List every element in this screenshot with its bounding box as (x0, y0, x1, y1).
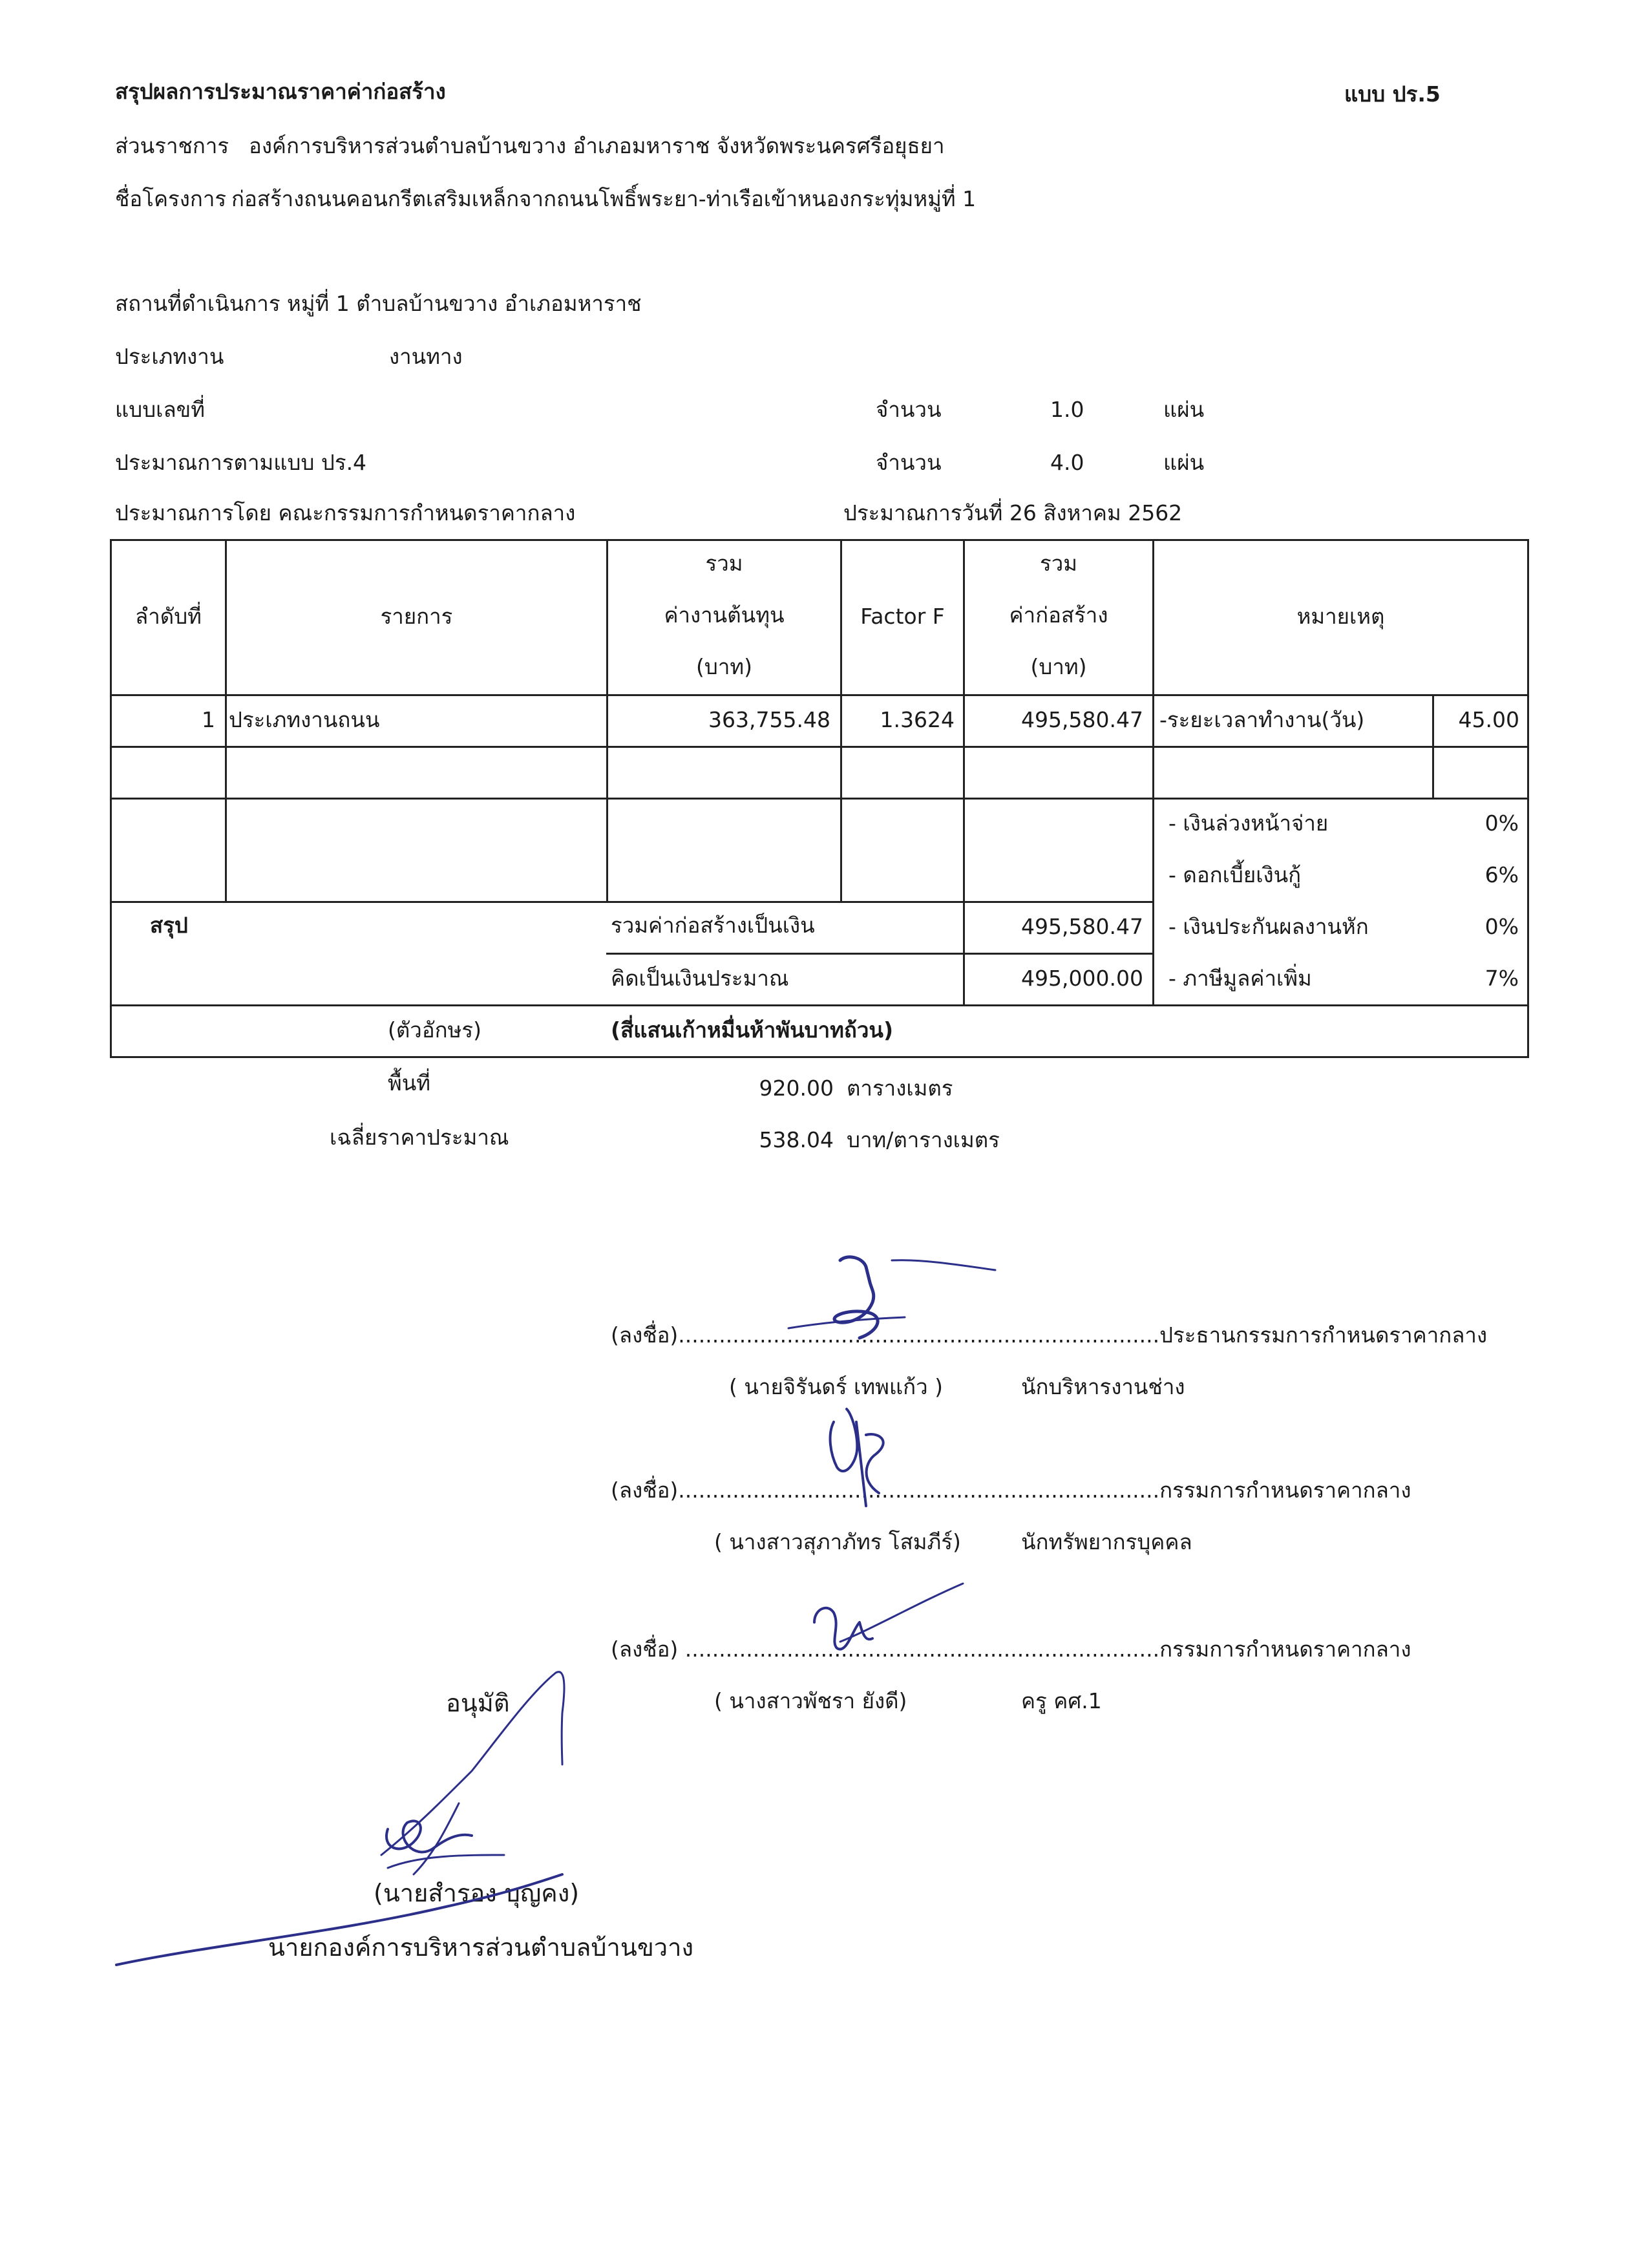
work-type-value: งานทาง (389, 344, 463, 369)
signature-line: (ลงชื่อ) ......................................................................กรรมการกำหนดราคากลาง (611, 1637, 1411, 1662)
approx-value: 495,000.00 (1021, 966, 1143, 991)
row-factor: 1.3624 (880, 707, 955, 732)
area-label: พื้นที่ (388, 1070, 431, 1096)
signer-name: ( นางสาวพัชรา ยังดี) (714, 1688, 907, 1713)
condition-value: 0% (1484, 914, 1519, 939)
approval-label: อนุมัติ (446, 1689, 510, 1717)
header-item: รายการ (380, 604, 453, 629)
document-title: สรุปผลการประมาณราคาค่าก่อสร้าง (115, 79, 446, 104)
estimate-qty-label: จำนวน (876, 450, 942, 475)
estimated-by: ประมาณการโดย คณะกรรมการกำหนดราคากลาง (115, 500, 576, 525)
condition-value: 7% (1484, 966, 1519, 991)
row-no: 1 (202, 707, 215, 732)
drawing-qty: 1.0 (1050, 397, 1084, 422)
header-cost-line3: (บาท) (696, 654, 752, 679)
approver-position: นายกองค์การบริหารส่วนตำบลบ้านขวาง (268, 1933, 694, 1962)
sum-label: รวมค่าก่อสร้างเป็นเงิน (611, 913, 815, 938)
condition-value: 6% (1484, 862, 1519, 887)
header-cost-line1: รวม (705, 551, 743, 576)
estimate-form-label: ประมาณการตามแบบ ปร.4 (115, 450, 367, 475)
approver-signature-icon (110, 1661, 601, 1978)
form-code: แบบ ปร.5 (1344, 81, 1441, 107)
estimate-qty: 4.0 (1050, 450, 1084, 475)
average-value: 538.04 (759, 1127, 834, 1152)
project-label: ชื่อโครงการ (115, 186, 227, 211)
area-value: 920.00 (759, 1076, 834, 1101)
signer-position: นักบริหารงานช่าง (1021, 1374, 1185, 1399)
condition-label: - ภาษีมูลค่าเพิ่ม (1168, 966, 1312, 991)
average-label: เฉลี่ยราคาประมาณ (330, 1125, 509, 1150)
approx-label: คิดเป็นเงินประมาณ (611, 966, 789, 991)
condition-label: - เงินประกันผลงานหัก (1168, 914, 1369, 939)
row-remark: -ระยะเวลาทำงาน(วัน) (1159, 707, 1365, 732)
header-total-line2: ค่าก่อสร้าง (1009, 602, 1108, 628)
agency-value: องค์การบริหารส่วนตำบลบ้านขวาง อำเภอมหาราช จังหวัดพระนครศรีอยุธยา (249, 133, 945, 158)
average-unit: บาท/ตารางเมตร (847, 1127, 1000, 1152)
in-words-value: (สี่แสนเก้าหมื่นห้าพันบาทถ้วน) (611, 1017, 894, 1043)
signer-position: นักทรัพยากรบุคคล (1021, 1529, 1192, 1554)
project-value: ก่อสร้างถนนคอนกรีตเสริมเหล็กจากถนนโพธิ์พระยา-ท่าเรือเข้าหนองกระทุ่มหมู่ที่ 1 (231, 186, 977, 211)
in-words-label: (ตัวอักษร) (388, 1017, 481, 1043)
condition-label: - เงินล่วงหน้าจ่าย (1168, 811, 1329, 836)
approver-name: (นายสำรอง บุญคง) (374, 1879, 580, 1907)
signer-position: ครู คศ.1 (1021, 1688, 1102, 1713)
row-remark-value: 45.00 (1458, 707, 1519, 732)
summary-label: สรุป (150, 913, 188, 938)
location: สถานที่ดำเนินการ หมู่ที่ 1 ตำบลบ้านขวาง อำเภอมหาราช (115, 291, 642, 316)
header-total-line1: รวม (1039, 551, 1077, 576)
drawing-no-label: แบบเลขที่ (115, 397, 205, 422)
estimate-date: ประมาณการวันที่ 26 สิงหาคม 2562 (843, 500, 1183, 525)
drawing-qty-label: จำนวน (876, 397, 942, 422)
signature-2-icon (808, 1396, 924, 1512)
header-total-line3: (บาท) (1030, 654, 1087, 679)
header-no: ลำดับที่ (135, 604, 202, 629)
header-remark: หมายเหตุ (1296, 604, 1385, 629)
row-cost: 363,755.48 (708, 707, 830, 732)
condition-label: - ดอกเบี้ยเงินกู้ (1168, 862, 1302, 887)
signer-name: ( นายจิรันดร์ เทพแก้ว ) (729, 1374, 943, 1399)
sum-value: 495,580.47 (1021, 914, 1143, 939)
signature-1-icon (776, 1241, 1008, 1357)
signature-3-icon (801, 1577, 969, 1668)
header-cost-line2: ค่างานต้นทุน (664, 602, 785, 628)
header-factor: Factor F (860, 604, 945, 629)
condition-value: 0% (1484, 811, 1519, 836)
signature-line: (ลงชื่อ).......................................................................ประธานกรรมการกำหนดราคากลาง (611, 1322, 1488, 1348)
signer-name: ( นางสาวสุภาภัทร โสมภีร์) (714, 1529, 961, 1554)
row-total: 495,580.47 (1021, 707, 1143, 732)
signature-line: (ลงชื่อ).......................................................................กรรมการกำหนดราคากลาง (611, 1478, 1411, 1503)
estimate-unit: แผ่น (1163, 450, 1205, 475)
agency-label: ส่วนราชการ (115, 133, 229, 158)
area-unit: ตารางเมตร (847, 1076, 953, 1101)
work-type-label: ประเภทงาน (115, 344, 224, 369)
row-item: ประเภทงานถนน (229, 707, 380, 732)
drawing-unit: แผ่น (1163, 397, 1205, 422)
